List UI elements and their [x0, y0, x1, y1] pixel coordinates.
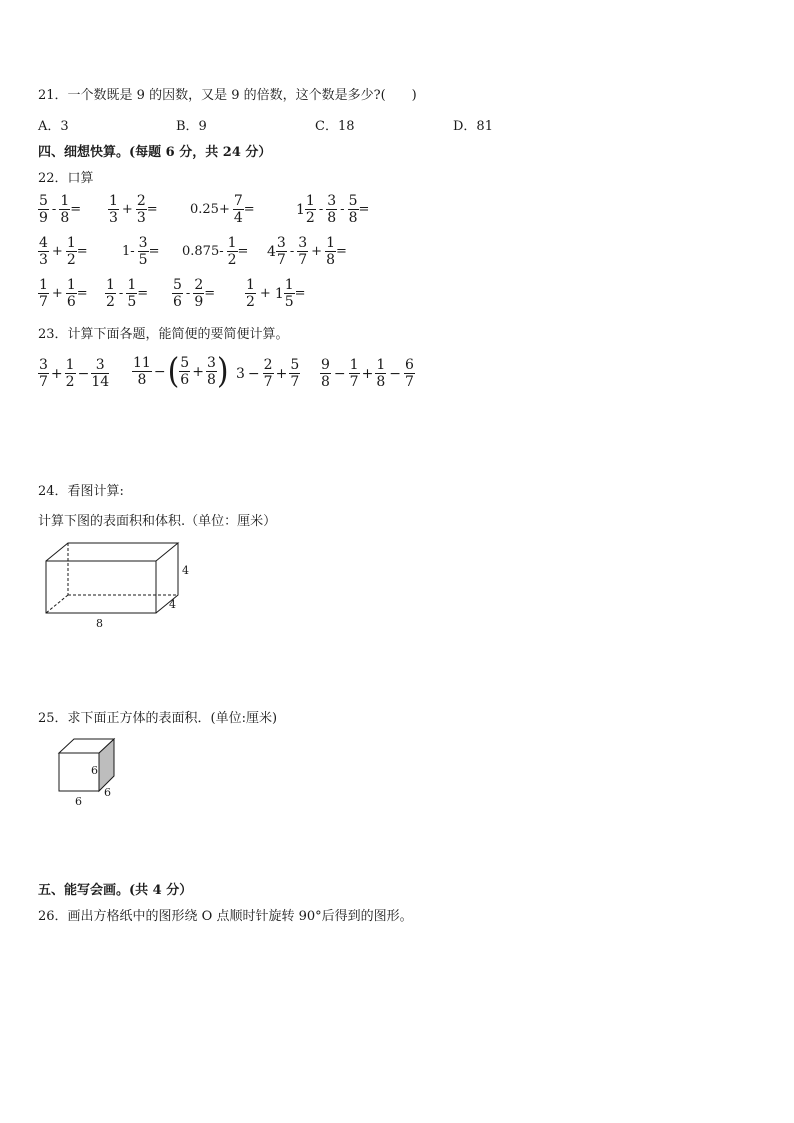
fraction: $\frac{1}{2}$	[65, 357, 75, 390]
q22-row1-expr4: 1 $\frac{1}{2}$ - $\frac{3}{8}$ - $\frac{5}{8}$ =	[296, 193, 370, 226]
fraction: $\frac{3}{8}$	[327, 193, 337, 226]
q22-row1-expr3: 0.25+ $\frac{7}{4}$ =	[190, 193, 255, 226]
q21-text: 21．一个数既是 9 的因数，又是 9 的倍数，这个数是多少?( )	[38, 88, 417, 103]
q23-expr3: 3 − $\frac{2}{7}$ + $\frac{5}{7}$	[236, 357, 300, 390]
fraction: $\frac{5}{9}$	[39, 193, 48, 226]
fraction: $\frac{2}{7}$	[263, 357, 273, 390]
mixed-number: 1 $\frac{1}{2}$	[296, 193, 315, 226]
fraction: $\frac{1}{5}$	[127, 277, 137, 310]
q23-expr2: $\frac{11}{8}$ − ( $\frac{5}{6}$ + $\frac{3}{8}$ )	[133, 350, 229, 392]
cube-bottom-label: 6	[75, 795, 82, 808]
q25-title: 25．求下面正方体的表面积．(单位:厘米)	[38, 711, 278, 726]
fraction: $\frac{1}{2}$	[66, 235, 76, 268]
fraction: $\frac{5}{6}$	[180, 355, 190, 388]
q23-expr1: $\frac{3}{7}$ + $\frac{1}{2}$ − $\frac{3}{14}$	[39, 357, 110, 390]
cuboid-front-face	[46, 561, 156, 613]
q23-expr4: $\frac{9}{8}$ − $\frac{1}{7}$ + $\frac{1}{8}$ − $\frac{6}{7}$	[321, 357, 414, 390]
q22-row2-expr4: 4 $\frac{3}{7}$ - $\frac{3}{7}$ + $\frac{1}{8}$ =	[267, 235, 347, 268]
q22-row2-expr3: 0.875- $\frac{1}{2}$ =	[182, 235, 249, 268]
fraction: $\frac{5}{6}$	[173, 277, 182, 310]
cuboid-top-face	[46, 543, 178, 561]
fraction: $\frac{3}{5}$	[138, 235, 148, 268]
cuboid-height-label: 4	[182, 564, 189, 577]
fraction: $\frac{11}{8}$	[133, 355, 151, 388]
fraction: $\frac{5}{7}$	[290, 357, 300, 390]
q22-row3-expr4: $\frac{1}{2}$ + 1 $\frac{1}{5}$ =	[246, 277, 306, 310]
section4-title: 四、细想快算。(每题 6 分，共 24 分）	[38, 145, 272, 160]
cuboid-hidden-edge	[46, 595, 68, 613]
left-paren: (	[167, 350, 180, 392]
mixed-number: 1 $\frac{1}{5}$	[274, 277, 294, 310]
fraction: $\frac{3}{7}$	[298, 235, 308, 268]
cuboid-figure	[40, 538, 200, 632]
fraction: $\frac{3}{8}$	[206, 355, 216, 388]
q21-option-d: D．81	[453, 119, 493, 134]
fraction: $\frac{6}{7}$	[404, 357, 414, 390]
fraction: $\frac{1}{2}$	[246, 277, 255, 310]
q22-row1-expr2: $\frac{1}{3}$ + $\frac{2}{3}$ =	[109, 193, 158, 226]
section5-title: 五、能写会画。(共 4 分）	[38, 883, 193, 898]
cuboid-length-label: 8	[96, 617, 103, 630]
q22-row3-expr3: $\frac{5}{6}$ - $\frac{2}{9}$ =	[173, 277, 216, 310]
q21-option-c: C．18	[315, 119, 355, 134]
fraction: $\frac{2}{9}$	[194, 277, 204, 310]
q22-row1-expr1: $\frac{5}{9}$ - $\frac{1}{8}$ =	[39, 193, 82, 226]
fraction: $\frac{5}{8}$	[348, 193, 358, 226]
fraction: $\frac{1}{8}$	[376, 357, 386, 390]
right-paren: )	[216, 350, 229, 392]
q26-text: 26．画出方格纸中的图形绕 O 点顺时针旋转 90°后得到的图形。	[38, 909, 413, 924]
fraction: $\frac{1}{3}$	[109, 193, 118, 226]
fraction: $\frac{1}{8}$	[326, 235, 335, 268]
q21-option-a: A．3	[38, 119, 69, 134]
fraction: $\frac{1}{2}$	[106, 277, 115, 310]
fraction: $\frac{1}{7}$	[39, 277, 48, 310]
cube-figure	[55, 735, 125, 811]
q22-row2-expr2: 1- $\frac{3}{5}$ =	[122, 235, 160, 268]
q24-text: 计算下图的表面积和体积.（单位：厘米）	[38, 514, 277, 529]
q24-title: 24．看图计算:	[38, 484, 124, 499]
fraction: $\frac{3}{7}$	[39, 357, 48, 390]
mixed-number: 4 $\frac{3}{7}$	[267, 235, 286, 268]
fraction: $\frac{1}{6}$	[66, 277, 76, 310]
cuboid-depth-label: 4	[169, 598, 176, 611]
fraction: $\frac{9}{8}$	[321, 357, 330, 390]
fraction: $\frac{1}{2}$	[227, 235, 237, 268]
cube-front-label: 6	[91, 764, 98, 777]
fraction: $\frac{1}{8}$	[60, 193, 70, 226]
fraction: $\frac{7}{4}$	[233, 193, 243, 226]
q22-row3-expr1: $\frac{1}{7}$ + $\frac{1}{6}$ =	[39, 277, 88, 310]
q22-row2-expr1: $\frac{4}{3}$ + $\frac{1}{2}$ =	[39, 235, 88, 268]
fraction: $\frac{4}{3}$	[39, 235, 48, 268]
q22-title: 22．口算	[38, 171, 94, 186]
q23-title: 23．计算下面各题，能简便的要简便计算。	[38, 327, 289, 342]
q21-option-b: B．9	[176, 119, 207, 134]
fraction: $\frac{3}{14}$	[91, 357, 110, 390]
q22-row3-expr2: $\frac{1}{2}$ - $\frac{1}{5}$ =	[106, 277, 149, 310]
fraction: $\frac{1}{7}$	[349, 357, 359, 390]
cube-side-label: 6	[104, 786, 111, 799]
fraction: $\frac{2}{3}$	[136, 193, 146, 226]
